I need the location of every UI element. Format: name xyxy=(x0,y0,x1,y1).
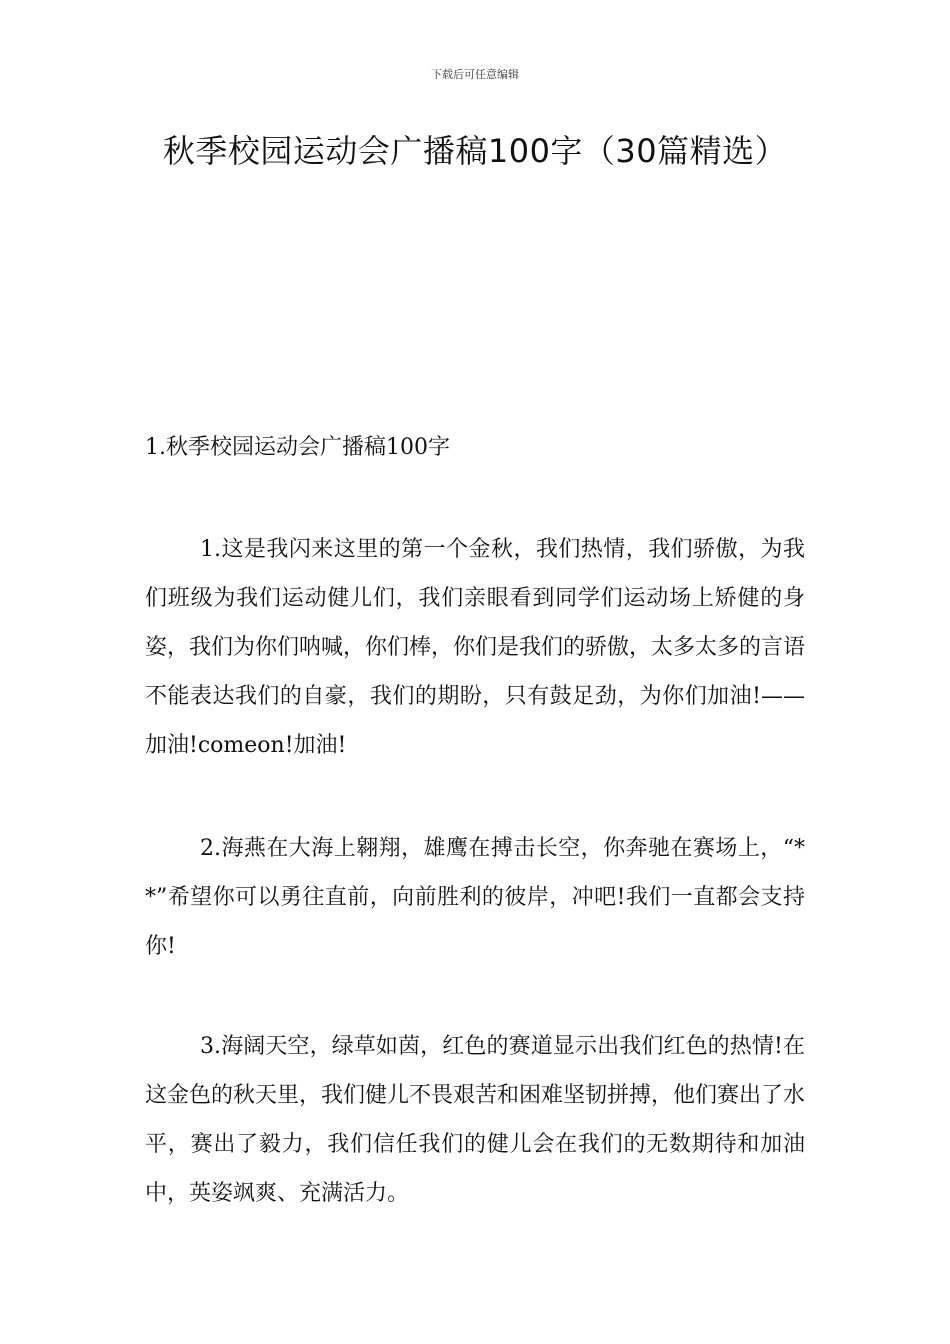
paragraph-2: 2.海燕在大海上翱翔，雄鹰在搏击长空，你奔驰在赛场上，“**”希望你可以勇往直前，向前胜利的彼岸，冲吧!我们一直都会支持你! xyxy=(145,836,805,959)
paragraph-3: 3.海阔天空，绿草如茵，红色的赛道显示出我们红色的热情!在这金色的秋天里，我们健儿不畏艰苦和困难坚韧拼搏，他们赛出了水平，赛出了毅力，我们信任我们的健儿会在我们的无数期待和加油中，英姿飒爽、充满活力。 xyxy=(145,1034,806,1206)
section-heading: 1.秋季校园运动会广播稿100字 xyxy=(145,435,450,460)
header-note: 下载后可任意编辑 xyxy=(431,68,519,81)
paragraph-1: 1.这是我闪来这里的第一个金秋，我们热情，我们骄傲，为我们班级为我们运动健儿们，我们亲眼看到同学们运动场上矫健的身姿，我们为你们呐喊，你们棒，你们是我们的骄傲，太多太多的言语不能表达我们的自豪，我们的期盼，只有鼓足劲，为你们加油!——加油!comeon!加油! xyxy=(145,537,806,758)
document-title: 秋季校园运动会广播稿100字（30篇精选） xyxy=(162,132,788,170)
